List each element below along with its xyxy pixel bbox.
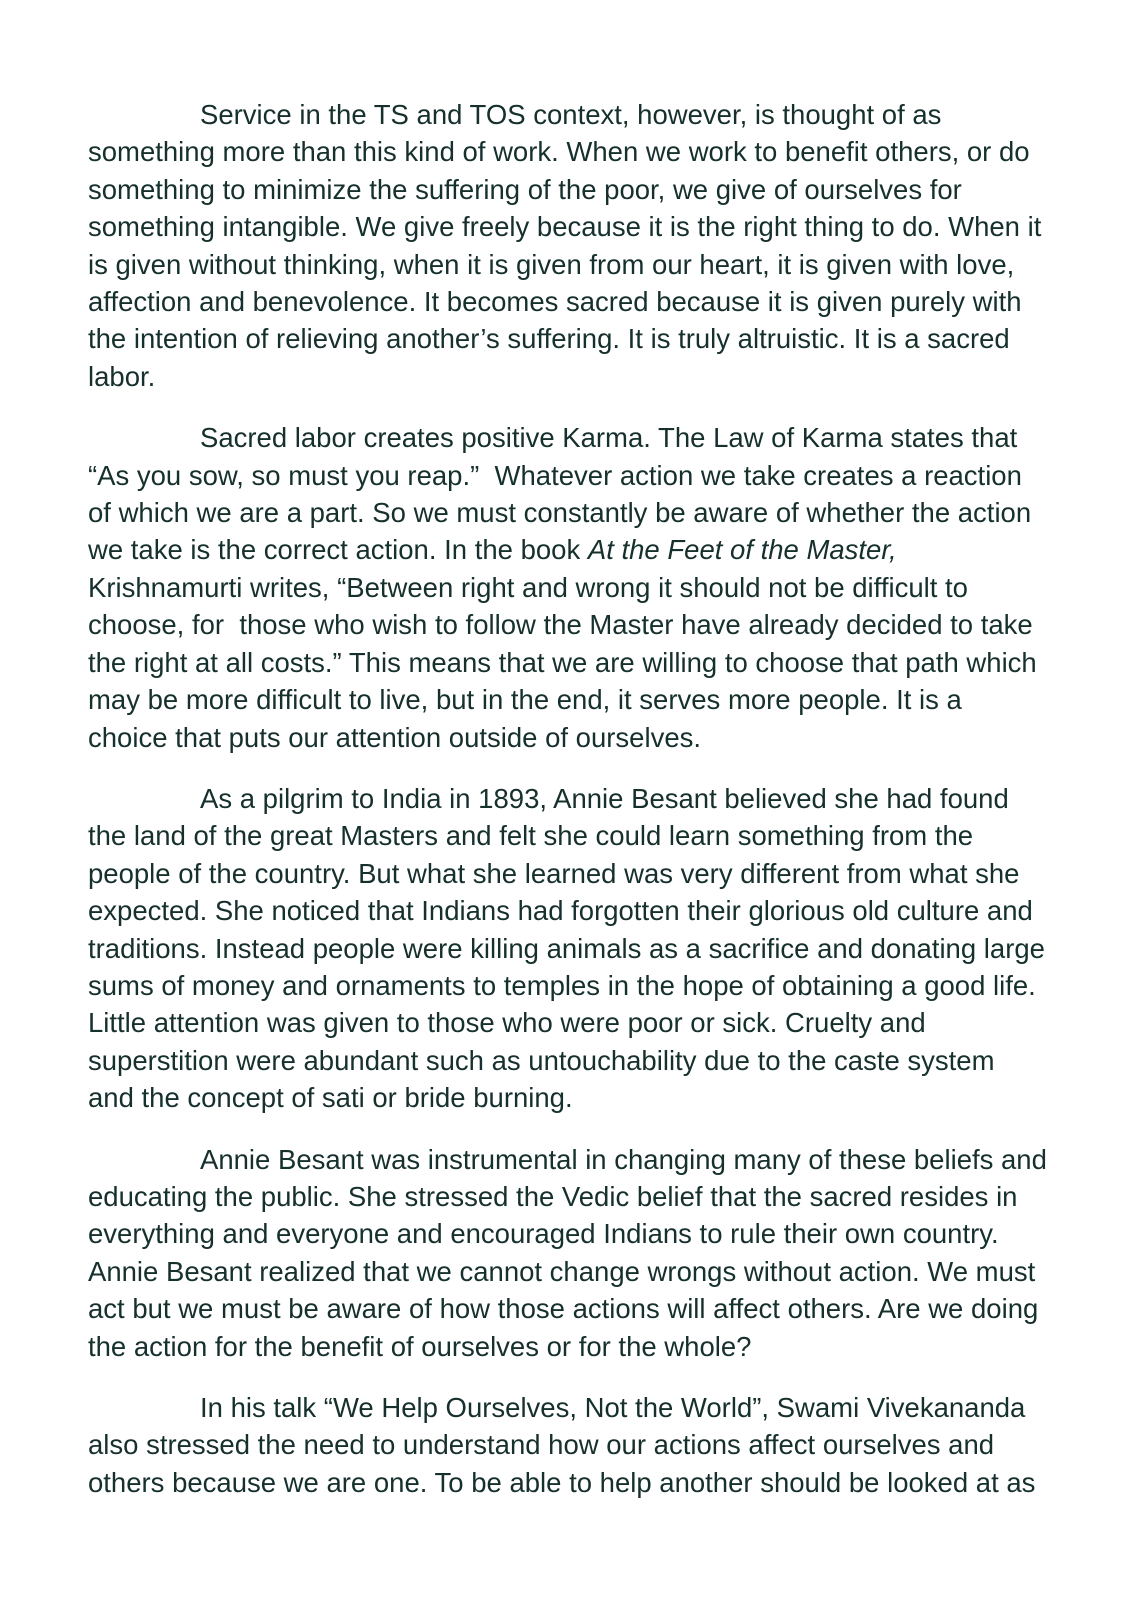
text-segment: Annie Besant was instrumental in changing many of these beliefs and <box>200 1143 1047 1175</box>
text-segment: the action for the benefit of ourselves or for the whole? <box>88 1330 752 1362</box>
text-line <box>88 1042 1142 1079</box>
text-segment: something intangible. We give freely because it is the right thing to do. When it <box>88 211 1042 243</box>
text-line <box>88 358 1142 395</box>
text-segment: also stressed the need to understand how our actions affect ourselves and <box>88 1429 995 1461</box>
text-segment: “As you sow, so must you reap.” Whatever action we take creates a reaction <box>88 459 1022 491</box>
text-line <box>88 1141 1142 1178</box>
text-line <box>88 320 1142 357</box>
text-segment: labor. <box>88 360 156 392</box>
text-segment: choice that puts our attention outside of ourselves. <box>88 721 702 753</box>
text-line <box>88 930 1142 967</box>
text-segment: the land of the great Masters and felt she could learn something from the <box>88 820 974 852</box>
text-line <box>88 1253 1142 1290</box>
text-line <box>88 892 1142 929</box>
text-line <box>88 283 1142 320</box>
text-segment: people of the country. But what she learned was very different from what she <box>88 857 1020 889</box>
text-line <box>88 246 1142 283</box>
text-segment: As a pilgrim to India in 1893, Annie Besant believed she had found <box>200 782 1009 814</box>
text-line <box>88 133 1142 170</box>
text-line <box>88 1004 1142 1041</box>
text-line <box>88 817 1142 854</box>
text-segment: the intention of relieving another’s suffering. It is truly altruistic. It is a sacred <box>88 323 1010 355</box>
text-segment: Annie Besant realized that we cannot change wrongs without action. We must <box>88 1255 1036 1287</box>
text-line <box>88 531 1142 568</box>
text-line <box>88 171 1142 208</box>
text-line <box>88 1178 1142 1215</box>
text-line <box>88 606 1142 643</box>
text-segment: choose, for those who wish to follow the Master have already decided to take <box>88 609 1033 641</box>
paragraph-annie-besant-beliefs <box>88 1141 1142 1365</box>
paragraph-vivekananda-talk <box>88 1389 1142 1501</box>
text-line <box>88 419 1142 456</box>
text-segment: sums of money and ornaments to temples in the hope of obtaining a good life. <box>88 969 1036 1001</box>
paragraph-pilgrim-india <box>88 780 1142 1117</box>
text-line <box>88 1426 1142 1463</box>
text-line <box>88 457 1142 494</box>
text-line <box>88 1290 1142 1327</box>
text-segment: act but we must be aware of how those actions will affect others. Are we doing <box>88 1293 1039 1325</box>
text-line <box>88 569 1142 606</box>
text-segment: In his talk “We Help Ourselves, Not the World”, Swami Vivekananda <box>200 1392 1026 1423</box>
text-segment: everything and everyone and encouraged Indians to rule their own country. <box>88 1218 999 1250</box>
text-segment: Krishnamurti writes, “Between right and wrong it should not be difficult to <box>88 571 968 603</box>
text-line <box>88 681 1142 718</box>
text-line <box>88 1079 1142 1116</box>
text-segment: the right at all costs.” This means that we are willing to choose that path which <box>88 646 1037 678</box>
text-segment: Little attention was given to those who were poor or sick. Cruelty and <box>88 1007 926 1039</box>
text-line <box>88 494 1142 531</box>
book-title-italic: At the Feet of the Master, <box>587 534 897 566</box>
text-segment: traditions. Instead people were killing animals as a sacrifice and donating large <box>88 932 1045 964</box>
text-line <box>88 1389 1142 1426</box>
text-line <box>88 967 1142 1004</box>
text-line <box>88 780 1142 817</box>
text-line <box>88 1328 1142 1365</box>
paragraph-service-context <box>88 96 1142 395</box>
text-line <box>88 208 1142 245</box>
paragraph-sacred-labor-karma <box>88 419 1142 756</box>
text-line <box>88 644 1142 681</box>
text-segment: of which we are a part. So we must constantly be aware of whether the action <box>88 497 1032 529</box>
text-segment: and the concept of sati or bride burning. <box>88 1082 573 1114</box>
text-segment: affection and benevolence. It becomes sacred because it is given purely with <box>88 286 1022 318</box>
text-segment: something to minimize the suffering of the poor, we give of ourselves for <box>88 173 962 205</box>
text-line <box>88 719 1142 756</box>
text-segment: Service in the TS and TOS context, however, is thought of as <box>200 99 942 130</box>
text-line <box>88 96 1142 133</box>
text-segment: may be more difficult to live, but in the end, it serves more people. It is a <box>88 684 962 716</box>
text-line <box>88 855 1142 892</box>
text-segment: something more than this kind of work. When we work to benefit others, or do <box>88 136 1030 168</box>
text-segment: expected. She noticed that Indians had forgotten their glorious old culture and <box>88 895 1033 927</box>
text-segment: educating the public. She stressed the Vedic belief that the sacred resides in <box>88 1180 1018 1212</box>
text-segment: is given without thinking, when it is given from our heart, it is given with love, <box>88 248 1015 280</box>
text-segment: Sacred labor creates positive Karma. The Law of Karma states that <box>200 422 1018 454</box>
text-segment: others because we are one. To be able to help another should be looked at as <box>88 1466 1036 1498</box>
text-segment: we take is the correct action. In the book <box>88 534 588 566</box>
text-line <box>88 1464 1142 1501</box>
text-segment: superstition were abundant such as untouchability due to the caste system <box>88 1044 995 1076</box>
text-line <box>88 1215 1142 1252</box>
